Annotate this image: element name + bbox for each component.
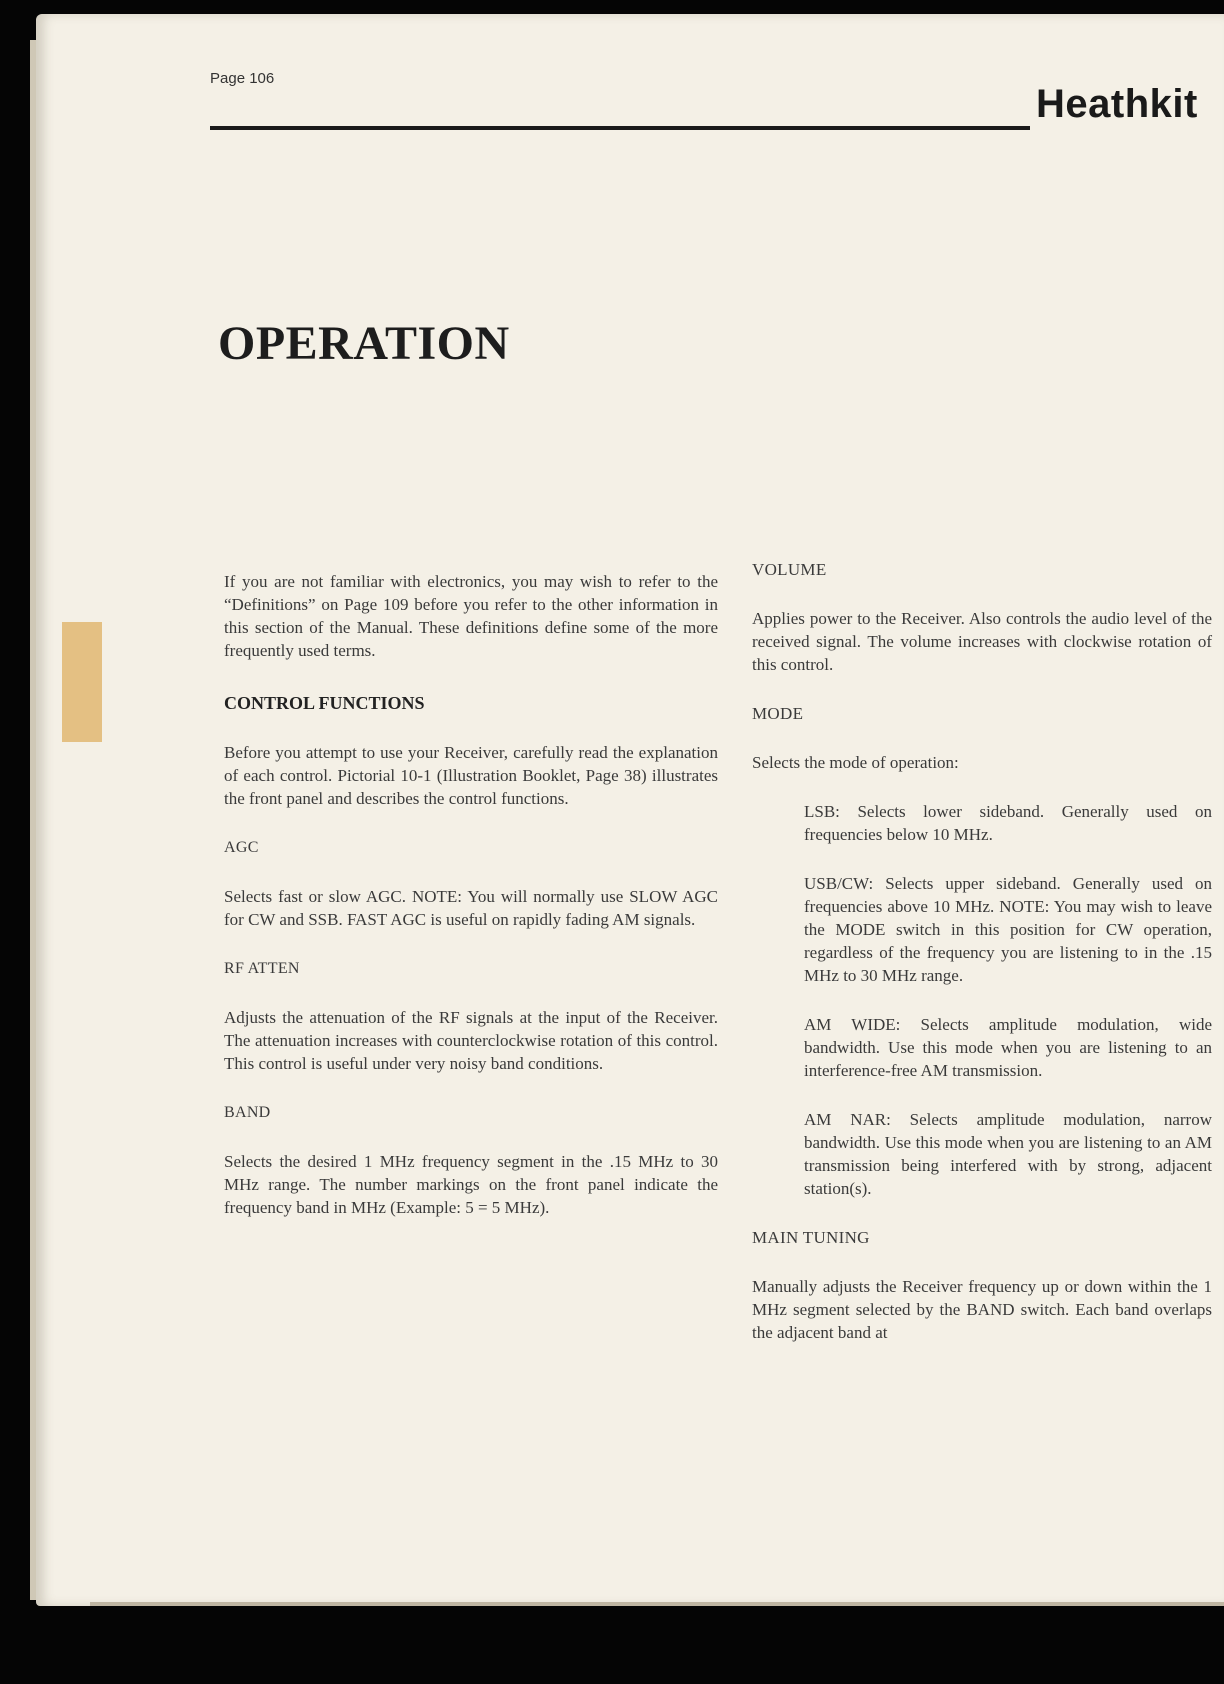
band-text: Selects the desired 1 MHz frequency segment in the .15 MHz to 30 MHz range. The number markings on the front panel indicate the frequency band in MHz (Example: 5 = 5 MHz). [224, 1152, 718, 1217]
agc-text: Selects fast or slow AGC. NOTE: You will normally use SLOW AGC for CW and SSB. FAST AGC is useful on rapidly fading AM signals. [224, 887, 718, 929]
mode-text: Selects the mode of operation: [752, 753, 959, 772]
page-title: OPERATION [218, 317, 510, 370]
page-tab-marker [62, 622, 102, 742]
volume-text: Applies power to the Receiver. Also controls the audio level of the received signal. The volume increases with clockwise rotation of this control. [752, 609, 1212, 674]
mode-am-nar-text: AM NAR: Selects amplitude modulation, narrow bandwidth. Use this mode when you are listening to an AM transmission being interfered with by strong, adjacent station(s). [804, 1110, 1212, 1198]
mode-lsb-text: LSB: Selects lower sideband. Generally used on frequencies below 10 MHz. [804, 802, 1212, 844]
right-column [752, 558, 1212, 1344]
main-tuning-heading: MAIN TUNING [752, 1228, 870, 1247]
rf-atten-text: Adjusts the attenuation of the RF signals at the input of the Receiver. The attenuation increases with counterclockwise rotation of this control. This control is useful under very noisy band conditions. [224, 1008, 718, 1073]
band-heading: BAND [224, 1104, 271, 1121]
agc-heading: AGC [224, 839, 259, 856]
left-column [224, 570, 718, 1219]
mode-usb-cw-text: USB/CW: Selects upper sideband. Generally used on frequencies above 10 MHz. NOTE: You may wish to leave the MODE switch in this position for CW operation, regardless of the frequency you are listening to in the .15 MHz to 30 MHz range. [804, 874, 1212, 985]
volume-heading: VOLUME [752, 560, 827, 579]
control-functions-text: Before you attempt to use your Receiver, carefully read the explanation of each control. Pictorial 10-1 (Illustration Booklet, Page 38) illustrates the front panel and describes the control functions. [224, 743, 718, 808]
control-functions-heading: CONTROL FUNCTIONS [224, 693, 425, 713]
page-number: Page 106 [210, 70, 275, 87]
header-rule [210, 126, 1030, 130]
rf-atten-heading: RF ATTEN [224, 960, 300, 977]
mode-heading: MODE [752, 704, 804, 723]
mode-am-wide-text: AM WIDE: Selects amplitude modulation, wide bandwidth. Use this mode when you are listening to an interference-free AM transmission. [804, 1015, 1212, 1080]
page-bottom-edge [90, 1602, 1224, 1606]
intro-paragraph: If you are not familiar with electronics, you may wish to refer to the “Definitions” on Page 109 before you refer to the other information in this section of the Manual. These definitions define some of the more frequently used terms. [224, 572, 718, 660]
brand-logo: Heathkit [1036, 82, 1198, 126]
main-tuning-text: Manually adjusts the Receiver frequency up or down within the 1 MHz segment selected by the BAND switch. Each band overlaps the adjacent band at [752, 1277, 1212, 1342]
